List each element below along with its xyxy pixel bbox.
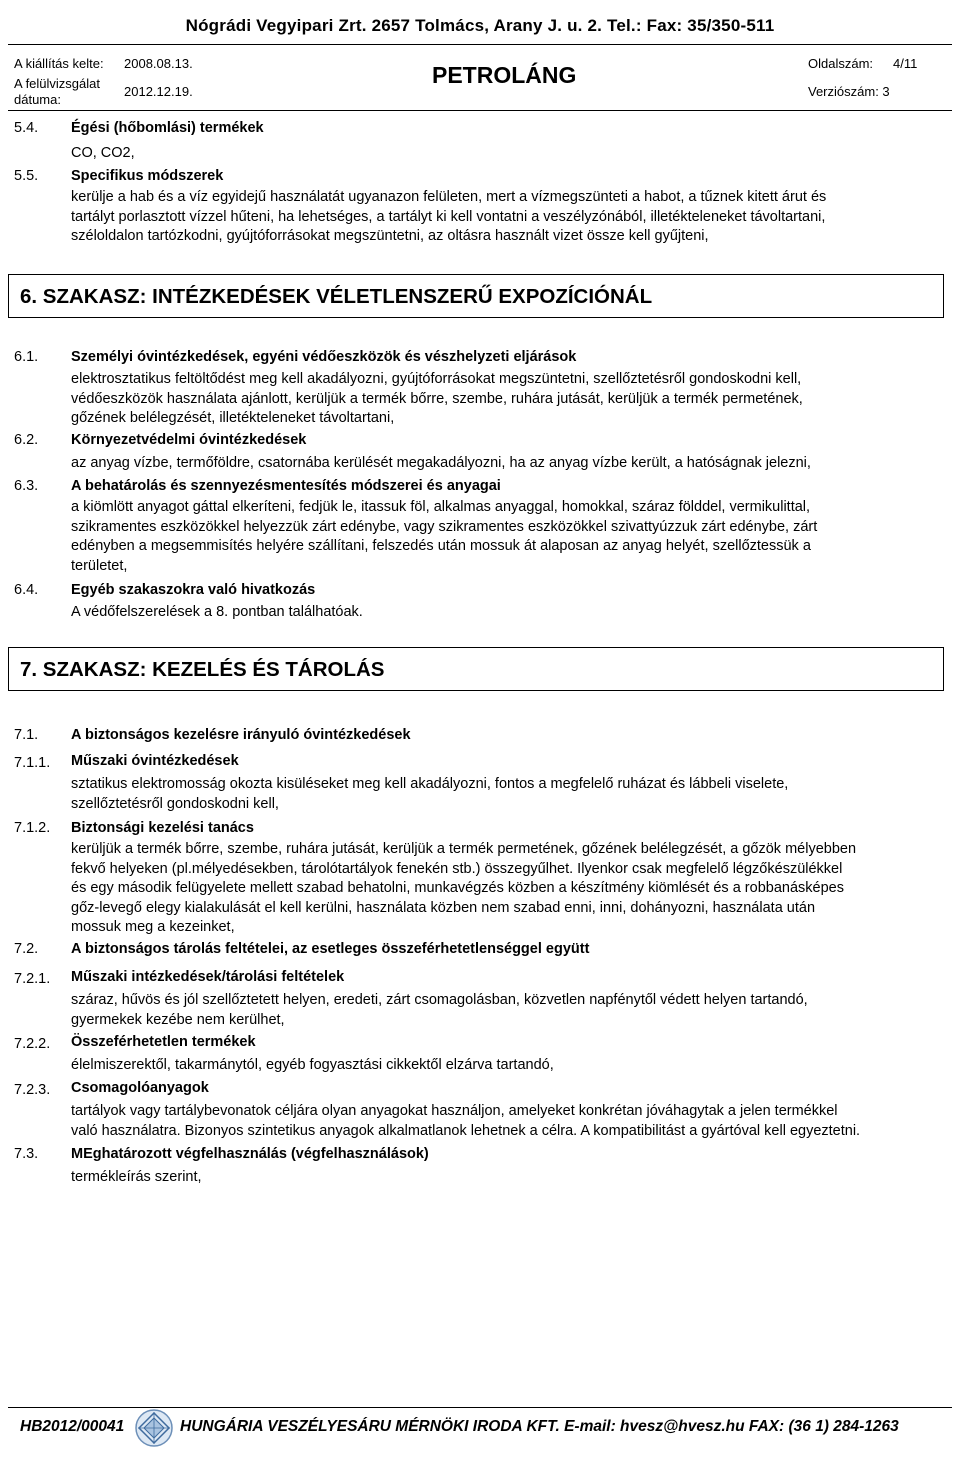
footer-code: HB2012/00041 [20, 1418, 125, 1435]
text-line: gőzének belélegzését, illetékteleneket távoltartani, [71, 410, 395, 426]
section-7-3-title: MEghatározott végfelhasználás (végfelhasználások) [71, 1146, 429, 1162]
section-7-2-2-body [71, 1056, 946, 1076]
section-5-4-title: Égési (hőbomlási) termékek [71, 120, 264, 136]
revision-label: A felülvizsgálat [14, 76, 100, 91]
section-6-2-body [71, 454, 946, 474]
section-6-1-number: 6.1. [14, 349, 39, 365]
text-line: védőeszközök használata ajánlott, kerüljük a termék bőrre, szembe, ruhára jutását, kerüljük a termék permetének, [71, 390, 803, 407]
text-line: kerüljük a termék bőrre, szembe, ruhára jutását, kerüljük a termék permetének, gőzének belélegzését, a gőzök mélyebben [71, 841, 857, 857]
section-6-2-number: 6.2. [14, 432, 39, 448]
text-line: és egy második felügyelete mellett szabad behatolni, munkavégzés közben a készítmény kiömlését és a robbanásképes [71, 880, 844, 896]
text-line: szellőztetésről gondoskodni kell, [71, 795, 279, 812]
issue-date: 2008.08.13. [124, 56, 193, 71]
section-6-1-body [71, 370, 946, 429]
section-6-4-title: Egyéb szakaszokra való hivatkozás [71, 582, 316, 598]
section-6-3-body [71, 498, 946, 576]
section-7-1-number: 7.1. [14, 727, 39, 743]
company-logo-icon [134, 1408, 174, 1448]
footer-company-contact: HUNGÁRIA VESZÉLYESÁRU MÉRNÖKI IRODA KFT. E-mail: hvesz@hvesz.hu FAX: (36 1) 284-1263 [180, 1418, 899, 1435]
text-line: termékleírás szerint, [71, 1169, 202, 1185]
header-divider-top [8, 44, 952, 45]
section-7-2-1-number: 7.2.1. [14, 971, 51, 987]
section-7-2-title: A biztonságos tárolás feltételei, az esetleges összeférhetetlenséggel együtt [71, 941, 590, 957]
section-6-1-title: Személyi óvintézkedések, egyéni védőeszközök és vészhelyzeti eljárások [71, 349, 577, 365]
section-7-3-number: 7.3. [14, 1146, 39, 1162]
text-line: elektrosztatikus feltöltődést meg kell akadályozni, gyújtóforrásokat megszüntetni, szellőztetésről gondoskodni kell, [71, 371, 802, 387]
section-7-1-2-body [71, 840, 946, 938]
section-6-3-number: 6.3. [14, 478, 39, 494]
section-7-3-body [71, 1168, 946, 1188]
section-7-1-1-body [71, 775, 946, 814]
section-6-2-title: Környezetvédelmi óvintézkedések [71, 432, 307, 448]
product-title: PETROLÁNG [432, 62, 577, 88]
text-line: száraz, hűvös és jól szellőztetett helyen, eredeti, zárt csomagolásban, közvetlen napfénytől védett helyen tartandó, [71, 992, 808, 1008]
text-line: területet, [71, 557, 128, 574]
text-line: edényben a megsemmisítés helyére szállítani, felszedés után mossuk át alaposan az anyag helyét, szellőztessük a [71, 538, 811, 554]
section-7-2-3-body [71, 1102, 946, 1141]
section-7-1-1-number: 7.1.1. [14, 755, 51, 771]
section-5-5-title: Specifikus módszerek [71, 168, 224, 184]
section-7-1-2-title: Biztonsági kezelési tanács [71, 820, 254, 836]
section-7-1-2-number: 7.1.2. [14, 820, 51, 836]
section-7-2-1-title: Műszaki intézkedések/tárolási feltételek [71, 969, 345, 985]
company-header: Nógrádi Vegyipari Zrt. 2657 Tolmács, Arany J. u. 2. Tel.: Fax: 35/350-511 [185, 16, 775, 35]
text-line: élelmiszerektől, takarmánytól, egyéb fogyasztási cikkektől elzárva tartandó, [71, 1057, 554, 1073]
section-6-4-number: 6.4. [14, 582, 39, 598]
section-5-4-text: CO, CO2, [71, 145, 135, 161]
section-6-heading: 6. SZAKASZ: INTÉZKEDÉSEK VÉLETLENSZERŰ EXPOZÍCIÓNÁL [8, 274, 944, 318]
text-line: tartályt porlasztott vízzel hűteni, ha lehetséges, a tartályt ki kell vontatni a veszélyzónából, illetékteleneket távoltartani, [71, 208, 826, 225]
section-7-2-3-number: 7.2.3. [14, 1082, 51, 1098]
text-line: A védőfelszerelések a 8. pontban találhatóak. [71, 604, 363, 620]
page-label: Oldalszám: [808, 56, 874, 71]
section-5-5-number: 5.5. [14, 168, 39, 184]
text-line: gyermekek kezébe nem kerülhet, [71, 1011, 285, 1028]
section-7-2-number: 7.2. [14, 941, 39, 957]
text-line: szikramentes eszközökkel helyezzük zárt edénybe, vagy szikramentes eszközökkel szivattyúzzuk zárt edénybe, zárt [71, 518, 818, 535]
text-line: az anyag vízbe, termőföldre, csatornába kerülését megakadályozni, ha az anyag vízbe került, a hatóságnak jelezni, [71, 455, 811, 471]
page-number: 4/11 [893, 56, 918, 71]
section-5-5-body [71, 188, 946, 247]
header-divider-bottom [8, 110, 952, 111]
text-line: a kiömlött anyagot gáttal elkeríteni, fedjük le, itassuk föl, alkalmas anyaggal, homokkal, száraz földdel, vermikulittal, [71, 499, 811, 515]
section-6-3-title: A behatárolás és szennyezésmentesítés módszerei és anyagai [71, 478, 501, 494]
text-line: gőz-levegő elegy kialakulását el kell kerülni, használata közben nem szabad enni, inni, dohányozni, használata után [71, 899, 816, 916]
section-7-2-2-title: Összeférhetetlen termékek [71, 1034, 256, 1050]
revision-label-2: dátuma: [14, 92, 61, 107]
text-line: fekvő helyeken (pl.mélyedésekben, tárolótartályok fenekén stb.) összegyűlhet. Ilyenkor csak megfelelő légzőkészülékkel [71, 860, 843, 877]
version-label: Verziószám: 3 [808, 84, 890, 99]
revision-date: 2012.12.19. [124, 84, 193, 99]
text-line: sztatikus elektromosság okozta kisüléseket meg kell akadályozni, fontos a megfelelő ruházat és lábbeli viselete, [71, 776, 789, 792]
section-7-1-1-title: Műszaki óvintézkedések [71, 753, 239, 769]
section-5-4-number: 5.4. [14, 120, 39, 136]
text-line: tartályok vagy tartálybevonatok céljára olyan anyagokat használjon, amelyeket konkrétan jóváhagytak a jelen termékkel [71, 1103, 838, 1119]
section-6-4-body [71, 603, 946, 623]
section-7-2-2-number: 7.2.2. [14, 1036, 51, 1052]
section-7-2-3-title: Csomagolóanyagok [71, 1080, 209, 1096]
text-line: széloldalon tartózkodni, gyújtóforrásokat megszüntetni, az oltásra használt vizet össze kell gyűjteni, [71, 228, 709, 244]
section-7-2-1-body [71, 991, 946, 1030]
section-7-heading: 7. SZAKASZ: KEZELÉS ÉS TÁROLÁS [8, 647, 944, 691]
text-line: való használatra. Bizonyos szintetikus anyagok alkalmatlanok lehetnek a célra. A kompatibilitást a gyártóval kell egyeztetni. [71, 1122, 861, 1139]
section-7-1-title: A biztonságos kezelésre irányuló óvintézkedések [71, 727, 411, 743]
issue-label: A kiállítás kelte: [14, 56, 104, 71]
text-line: mossuk meg a kezeinket, [71, 919, 235, 935]
text-line: kerülje a hab és a víz egyidejű használatát ugyanazon felületen, mert a vízmegszünteti a habot, a tűznek kitett árut és [71, 189, 827, 205]
